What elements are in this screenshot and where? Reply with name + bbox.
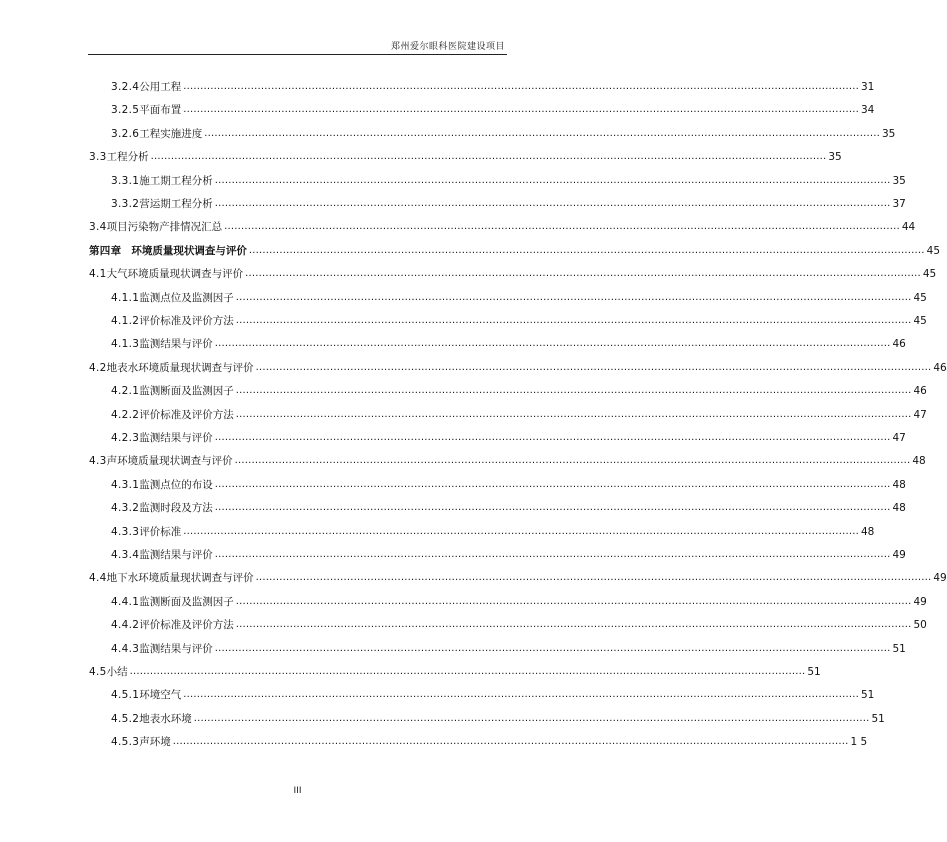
- toc-entry-title: 地下水环境质量现状调查与评价: [106, 572, 254, 585]
- toc-dot-leader: ........................................................................................................................................................................................................: [214, 338, 891, 350]
- toc-entry-number: 4.2.2: [111, 408, 140, 421]
- toc-entry-title: 监测结果与评价: [139, 338, 213, 351]
- toc-dot-leader: ........................................................................................................................................................................................................: [235, 315, 912, 326]
- toc-entry-number: 4.4: [89, 572, 107, 585]
- toc-dot-leader: ........................................................................................................................................................................................................: [234, 455, 911, 467]
- toc-entry[interactable]: [111, 189, 906, 211]
- toc-entry[interactable]: [111, 587, 927, 609]
- toc-dot-leader: ........................................................................................................................................................................................................: [255, 572, 932, 584]
- toc-entry-title: 声环境质量现状调查与评价: [106, 455, 233, 468]
- toc-entry[interactable]: [111, 423, 906, 445]
- toc-entry-number: 4.3.3: [111, 525, 140, 538]
- toc-entry-title: 营运期工程分析: [139, 198, 213, 210]
- toc-entry[interactable]: [111, 727, 868, 749]
- toc-entry-number: 4.1.1: [111, 291, 140, 304]
- toc-entry[interactable]: [89, 657, 821, 679]
- toc-entry-number: 4.4.1: [111, 595, 140, 608]
- page-header: [88, 38, 507, 55]
- toc-entry-page: 48: [860, 525, 875, 538]
- toc-entry-title: 环境空气: [139, 689, 182, 702]
- toc-entry-number: 4.4.3: [111, 642, 140, 655]
- toc-entry[interactable]: [89, 563, 947, 585]
- toc-entry-title: 环境质量现状调查与评价: [131, 244, 247, 257]
- toc-dot-leader: ........................................................................................................................................................................................................: [255, 361, 932, 373]
- toc-dot-leader: ........................................................................................................................................................................................................: [214, 502, 891, 514]
- toc-entry-page: 34: [860, 104, 875, 117]
- toc-entry-number: 4.3.2: [111, 502, 140, 515]
- toc-entry[interactable]: [89, 142, 842, 164]
- toc-entry-page: 35: [828, 151, 842, 164]
- toc-entry-page: 51: [871, 712, 885, 725]
- toc-entry-number: 4.1: [89, 268, 107, 281]
- toc-dot-leader: ........................................................................................................................................................................................................: [235, 291, 912, 303]
- footer-page-number: III: [293, 786, 302, 796]
- toc-entry[interactable]: [111, 517, 875, 539]
- toc-entry-page: 45: [913, 315, 927, 327]
- toc-entry-page: 45: [922, 268, 937, 281]
- toc-entry[interactable]: [111, 400, 927, 422]
- toc-entry-page: 49: [892, 549, 906, 561]
- toc-entry-title: 大气环境质量现状调查与评价: [106, 268, 244, 281]
- toc-dot-leader: ........................................................................................................................................................................................................: [183, 689, 859, 701]
- toc-entry-title: 监测断面及监测因子: [139, 595, 234, 608]
- toc-entry-number: 4.4.2: [111, 619, 140, 632]
- toc-entry[interactable]: [111, 704, 885, 726]
- toc-entry-number: 3.3.1: [111, 174, 140, 187]
- toc-entry-page: 31: [860, 81, 875, 93]
- toc-entry-page: 51: [807, 666, 821, 678]
- toc-entry-page: 44: [901, 221, 916, 234]
- toc-entry-title: 监测点位的布设: [139, 478, 213, 491]
- header-title: 郑州爱尔眼科医院建设项目: [390, 42, 505, 52]
- toc-entry-page: 48: [892, 478, 906, 491]
- toc-entry-page: 35: [881, 127, 896, 140]
- toc-dot-leader: ........................................................................................................................................................................................................: [235, 385, 912, 397]
- toc-entry-number: 4.5: [89, 666, 107, 678]
- toc-dot-leader: ........................................................................................................................................................................................................: [214, 174, 891, 186]
- toc-dot-leader: ........................................................................................................................................................................................................: [235, 408, 912, 420]
- toc-entry-number: 4.5.1: [111, 689, 140, 702]
- toc-dot-leader: ........................................................................................................................................................................................................: [235, 619, 912, 631]
- toc-entry-page: 48: [892, 502, 906, 515]
- toc-entry-title: 地表水环境质量现状调查与评价: [106, 361, 254, 374]
- toc-entry[interactable]: [89, 236, 941, 258]
- toc-dot-leader: ........................................................................................................................................................................................................: [172, 736, 849, 748]
- toc-dot-leader: ........................................................................................................................................................................................................: [235, 595, 912, 607]
- toc-entry-title: 监测点位及监测因子: [139, 291, 234, 304]
- toc-entry-title: 监测结果与评价: [139, 432, 213, 444]
- toc-entry[interactable]: [111, 119, 896, 141]
- toc-dot-leader: ........................................................................................................................................................................................................: [214, 642, 891, 654]
- toc-entry-title: 工程分析: [106, 151, 149, 164]
- toc-entry[interactable]: [111, 306, 927, 328]
- toc-entry-number: 4.5.2: [111, 712, 140, 725]
- toc-dot-leader: ........................................................................................................................................................................................................: [129, 666, 806, 677]
- toc-entry-page: 46: [933, 361, 947, 374]
- toc-entry-page: 1 5: [850, 736, 868, 749]
- toc-entry-number: 4.3.4: [111, 549, 140, 561]
- toc-entry-page: 35: [892, 174, 906, 187]
- toc-entry-page: 51: [892, 642, 906, 655]
- toc-entry-title: 工程实施进度: [139, 127, 203, 140]
- toc-entry-title: 监测结果与评价: [139, 549, 213, 561]
- toc-entry[interactable]: [111, 540, 906, 562]
- toc-entry-number: 4.2.3: [111, 432, 140, 444]
- toc-entry[interactable]: [111, 493, 906, 515]
- toc-entry-title: 评价标准及评价方法: [139, 619, 234, 632]
- toc-entry[interactable]: [111, 95, 875, 117]
- toc-entry[interactable]: [89, 353, 947, 375]
- toc-entry[interactable]: [89, 446, 926, 468]
- toc-entry-number: 4.3: [89, 455, 107, 468]
- toc-entry-page: 47: [892, 432, 906, 444]
- toc-entry-page: 49: [933, 572, 947, 585]
- toc-entry-number: 3.3.2: [111, 198, 140, 210]
- toc-entry[interactable]: [111, 610, 927, 632]
- toc-entry-title: 声环境: [139, 736, 171, 749]
- toc-entry-page: 50: [913, 619, 927, 632]
- toc-entry-number: 第四章: [89, 244, 122, 257]
- toc-dot-leader: ........................................................................................................................................................................................................: [224, 221, 900, 233]
- toc-entry[interactable]: [89, 212, 916, 234]
- toc-entry-number: 4.2.1: [111, 385, 140, 398]
- toc-entry-page: 45: [913, 291, 927, 304]
- toc-dot-leader: ........................................................................................................................................................................................................: [204, 127, 880, 139]
- toc-entry-title: 监测时段及方法: [139, 502, 213, 515]
- toc-dot-leader: ........................................................................................................................................................................................................: [214, 549, 891, 560]
- toc-entry[interactable]: [111, 634, 906, 656]
- toc-entry-number: 4.5.3: [111, 736, 140, 749]
- toc-entry-number: 4.3.1: [111, 478, 140, 491]
- toc-dot-leader: ........................................................................................................................................................................................................: [214, 198, 891, 209]
- toc-entry-title: 监测断面及监测因子: [139, 385, 234, 398]
- toc-entry-number: 3.3: [89, 151, 107, 164]
- toc-entry-page: 46: [892, 338, 906, 351]
- toc-dot-leader: ........................................................................................................................................................................................................: [248, 244, 925, 256]
- toc-entry-number: 4.1.3: [111, 338, 140, 351]
- toc-entry-number: 3.4: [89, 221, 107, 234]
- toc-entry-title: 施工期工程分析: [139, 174, 213, 187]
- toc-entry-number: 3.2.5: [111, 104, 140, 117]
- toc-dot-leader: ........................................................................................................................................................................................................: [193, 712, 870, 724]
- toc-entry[interactable]: [111, 72, 875, 94]
- toc-entry-title: 小结: [106, 666, 128, 678]
- toc-entry[interactable]: [111, 680, 875, 702]
- toc-dot-leader: ........................................................................................................................................................................................................: [183, 525, 859, 537]
- toc-entry-page: 37: [892, 198, 906, 210]
- toc-entry[interactable]: [111, 283, 927, 305]
- toc-dot-leader: ........................................................................................................................................................................................................: [183, 104, 859, 116]
- toc-entry-title: 监测结果与评价: [139, 642, 213, 655]
- toc-entry[interactable]: [111, 470, 906, 492]
- toc-dot-leader: ........................................................................................................................................................................................................: [183, 81, 859, 92]
- toc-entry-title: 项目污染物产排情况汇总: [106, 221, 223, 234]
- toc-entry-title: 评价标准: [139, 525, 182, 538]
- toc-entry-page: 45: [926, 244, 941, 257]
- toc-entry-title: 公用工程: [139, 81, 182, 93]
- toc-dot-leader: ........................................................................................................................................................................................................: [214, 478, 891, 490]
- toc-entry[interactable]: [111, 376, 927, 398]
- toc-entry-page: 46: [913, 385, 927, 398]
- toc-entry[interactable]: [111, 329, 906, 351]
- toc-entry-page: 51: [860, 689, 875, 702]
- toc-entry[interactable]: [89, 259, 937, 281]
- toc-dot-leader: ........................................................................................................................................................................................................: [245, 268, 921, 280]
- toc-entry-page: 47: [913, 408, 927, 421]
- toc-dot-leader: ........................................................................................................................................................................................................: [150, 151, 827, 163]
- toc-entry-title: 评价标准及评价方法: [139, 315, 234, 327]
- toc-entry-title: 评价标准及评价方法: [139, 408, 234, 421]
- toc-entry-page: 48: [912, 455, 926, 468]
- toc-entry-number: 3.2.4: [111, 81, 140, 93]
- toc-entry[interactable]: [111, 166, 906, 188]
- toc-entry-number: 4.1.2: [111, 315, 140, 327]
- toc-entry-page: 49: [913, 595, 927, 608]
- toc-dot-leader: ........................................................................................................................................................................................................: [214, 432, 891, 443]
- toc-entry-number: 4.2: [89, 361, 107, 374]
- toc-entry-title: 平面布置: [139, 104, 182, 117]
- toc-entry-title: 地表水环境: [139, 712, 192, 725]
- toc-entry-number: 3.2.6: [111, 127, 140, 140]
